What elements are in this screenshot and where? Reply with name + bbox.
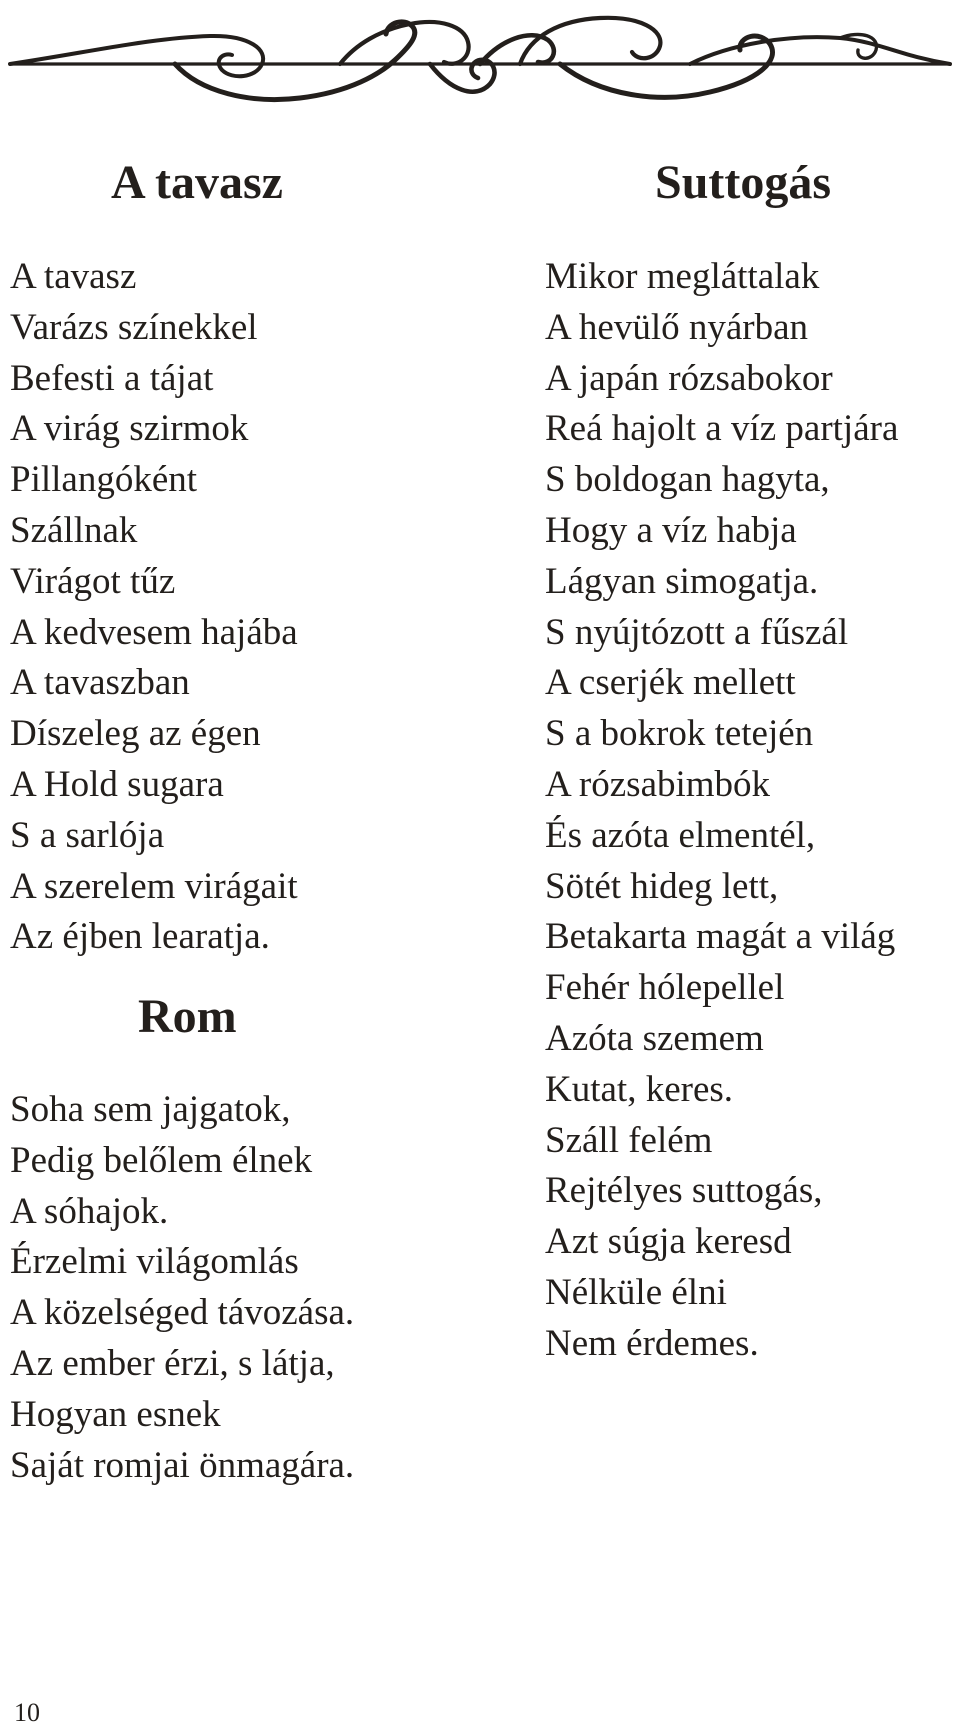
poem-line: Nem érdemes. — [545, 1322, 759, 1364]
poem-line: S a bokrok tetején — [545, 713, 814, 755]
poem-line: Hogyan esnek — [10, 1393, 221, 1435]
poem-line: A tavasz — [10, 256, 137, 297]
poem-line: Hogy a víz habja — [545, 509, 797, 551]
poem-line: Pillangóként — [10, 459, 198, 501]
poem-line: A tavaszban — [10, 662, 190, 704]
poem-line: A kedvesem hajába — [10, 611, 298, 653]
poem-line: A sóhajok. — [10, 1190, 169, 1232]
poem-line: Mikor megláttalak — [545, 256, 820, 297]
decorative-flourish-divider — [0, 0, 960, 120]
poem-line: Befesti a tájat — [10, 357, 214, 399]
poem-line: Saját romjai önmagára. — [10, 1444, 355, 1486]
poem-line: S nyújtózott a fűszál — [545, 611, 849, 653]
poem-title-suttogas: Suttogás — [655, 156, 832, 209]
poem-a-tavasz — [10, 252, 298, 963]
poem-line: Varázs színekkel — [10, 306, 258, 348]
poem-line: A virág szirmok — [10, 408, 249, 450]
page-number: 10 — [14, 1698, 40, 1727]
poem-line: Rejtélyes suttogás, — [545, 1170, 823, 1212]
poem-line: És azóta elmentél, — [545, 814, 816, 856]
poem-line: A japán rózsabokor — [545, 357, 833, 399]
poem-line: Nélküle élni — [545, 1271, 727, 1313]
flourish-left-swash — [10, 36, 263, 76]
poem-rom — [10, 1085, 354, 1491]
poem-line: Reá hajolt a víz partjára — [545, 408, 899, 450]
poem-line: Az ember érzi, s látja, — [10, 1342, 335, 1384]
poem-line: Kutat, keres. — [545, 1068, 734, 1110]
poem-line: A rózsabimbók — [545, 763, 771, 805]
poem-line: A Hold sugara — [10, 763, 224, 805]
poem-title-rom: Rom — [138, 990, 237, 1043]
poem-line: Sötét hideg lett, — [545, 865, 779, 907]
poem-title-a-tavasz: A tavasz — [111, 156, 283, 209]
flourish-right-swash — [690, 37, 950, 64]
poem-line: Lágyan simogatja. — [545, 560, 819, 602]
poem-line: A szerelem virágait — [10, 865, 298, 907]
poem-line: Virágot tűz — [10, 560, 176, 602]
poem-line: Szállnak — [10, 509, 138, 551]
poem-line: Soha sem jajgatok, — [10, 1089, 291, 1130]
poem-line: S boldogan hagyta, — [545, 459, 830, 501]
poem-line: Betakarta magát a világ — [545, 916, 896, 958]
poem-line: A cserjék mellett — [545, 662, 796, 704]
poem-line: Az éjben learatja. — [10, 916, 270, 958]
poem-line: S a sarlója — [10, 814, 165, 856]
poem-line: Száll felém — [545, 1119, 713, 1161]
flourish-right-scroll — [520, 18, 660, 64]
poem-line: A hevülő nyárban — [545, 306, 809, 348]
poem-line: Érzelmi világomlás — [10, 1241, 299, 1283]
poem-line: A közelséged távozása. — [10, 1292, 355, 1334]
poem-line: Díszeleg az égen — [10, 713, 261, 755]
poem-line: Fehér hólepellel — [545, 967, 785, 1009]
poem-line: Azóta szemem — [545, 1017, 764, 1059]
poem-suttogas — [545, 252, 898, 1370]
poem-line: Azt súgja keresd — [545, 1221, 792, 1263]
flourish-left-scroll — [340, 22, 469, 64]
poem-line: Pedig belőlem élnek — [10, 1139, 313, 1181]
